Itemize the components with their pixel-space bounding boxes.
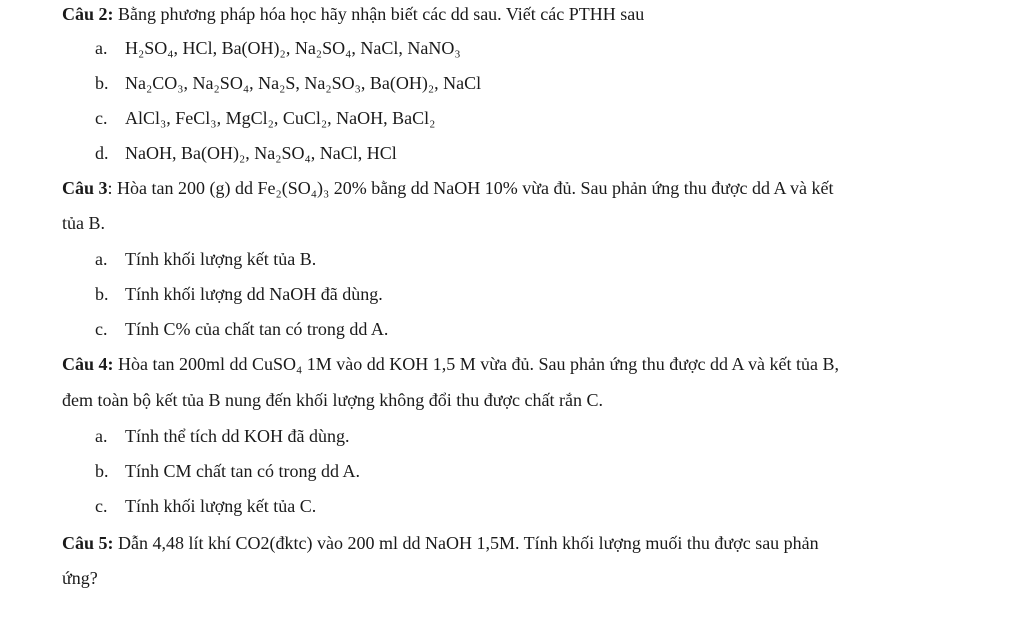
list-item (95, 142, 397, 164)
question-continuation: tủa B. (62, 213, 105, 233)
question-label: Câu 4: (62, 354, 114, 374)
question-5 (62, 532, 819, 554)
question-4 (62, 353, 839, 375)
item-marker: a. (95, 249, 108, 269)
item-text: Tính khối lượng dd NaOH đã dùng. (125, 284, 383, 304)
item-marker: a. (95, 426, 108, 446)
question-label: Câu 3 (62, 178, 108, 198)
question-3 (62, 177, 834, 199)
item-text: Tính CM chất tan có trong dd A. (125, 461, 360, 481)
question-label: Câu 2: (62, 4, 114, 24)
item-text: Tính khối lượng kết tủa C. (125, 496, 317, 516)
question-label: Câu 5: (62, 533, 114, 553)
item-text: Tính C% của chất tan có trong dd A. (125, 319, 389, 339)
list-item (95, 460, 360, 482)
item-text: NaOH, Ba(OH)₂, Na₂SO₄, NaCl, HCl (125, 143, 397, 163)
item-marker: b. (95, 461, 109, 481)
question-continuation: đem toàn bộ kết tủa B nung đến khối lượng không đổi thu được chất rắn C. (62, 390, 603, 410)
list-item (95, 107, 435, 129)
question-text: Hòa tan 200ml dd CuSO₄ 1M vào dd KOH 1,5 M vừa đủ. Sau phản ứng thu được dd A và kết tủa B, (113, 354, 840, 374)
item-marker: d. (95, 143, 109, 163)
item-text: Tính khối lượng kết tủa B. (125, 249, 317, 269)
list-item (95, 425, 349, 447)
item-text: Tính thể tích dd KOH đã dùng. (125, 426, 350, 446)
list-item (95, 283, 383, 305)
question-text: Bằng phương pháp hóa học hãy nhận biết các dd sau. Viết các PTHH sau (113, 4, 645, 24)
question-text: Dẫn 4,48 lít khí CO2(đktc) vào 200 ml dd NaOH 1,5M. Tính khối lượng muối thu được sau phản (113, 533, 819, 553)
item-marker: b. (95, 73, 109, 93)
question-2 (62, 3, 644, 25)
item-marker: c. (95, 496, 108, 516)
item-text: AlCl₃, FeCl₃, MgCl₂, CuCl₂, NaOH, BaCl₂ (125, 108, 436, 128)
question-continuation: ứng? (62, 568, 98, 588)
item-marker: b. (95, 284, 109, 304)
item-text: H₂SO₄, HCl, Ba(OH)₂, Na₂SO₄, NaCl, NaNO₃ (125, 38, 461, 58)
list-item (95, 248, 316, 270)
item-text: Na₂CO₃, Na₂SO₄, Na₂S, Na₂SO₃, Ba(OH)₂, NaCl (125, 73, 482, 93)
question-text: : Hòa tan 200 (g) dd Fe₂(SO₄)₃ 20% bằng dd NaOH 10% vừa đủ. Sau phản ứng thu được dd A và kết (107, 178, 834, 198)
list-item (95, 72, 481, 94)
list-item (95, 495, 316, 517)
item-marker: c. (95, 319, 108, 339)
list-item (95, 37, 461, 59)
item-marker: a. (95, 38, 108, 58)
item-marker: c. (95, 108, 108, 128)
list-item (95, 318, 388, 340)
